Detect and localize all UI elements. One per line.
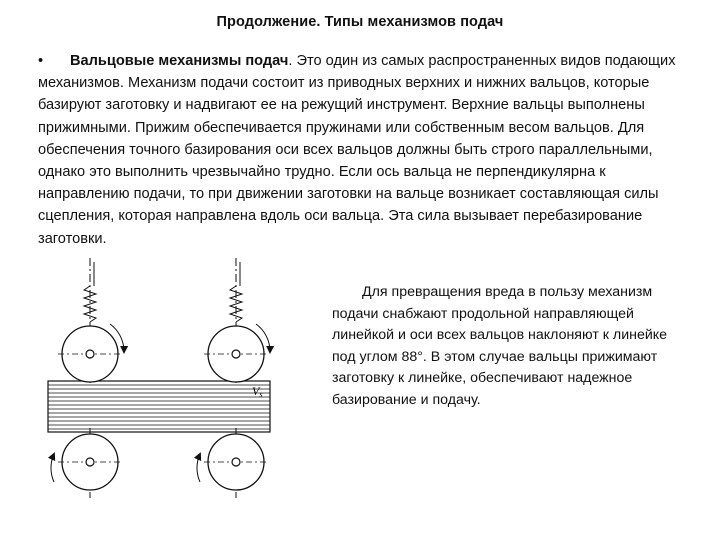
slide-title: Продолжение. Типы механизмов подач — [216, 14, 504, 30]
side-paragraph — [332, 282, 688, 412]
roller-feed-diagram — [40, 256, 290, 506]
rotation-arrow-icon — [197, 454, 200, 482]
side-body-text: Для превращения вреда в пользу механизм подачи снабжают продольной направляющей линейкой и оси всех вальцов наклоняют к линейке под углом 88°. В этом случае вальцы прижимают заготовку к линейке, обеспечивают надежное базирование и подачу. — [332, 284, 668, 408]
upper-roller-left — [58, 258, 124, 386]
rotation-arrow-icon — [51, 454, 54, 482]
bullet-marker: • — [38, 53, 44, 69]
main-paragraph — [38, 50, 684, 250]
lower-roller-left — [51, 428, 122, 498]
upper-roller-right — [204, 258, 270, 386]
lower-roller-right — [197, 428, 268, 498]
main-body-text: . Это один из самых распространенных видов подающих механизмов. Механизм подачи состоит из приводных верхних и нижних вальцов, которые базируют заготовку и надвигают ее на режущий инструмент. Верхние вальцы выполнены прижимными. Прижим обеспечивается пружинами или собственным весом вальцов. Для обеспечения точного базирования оси всех вальцов должны быть строго параллельными, однако это выполнить чрезвычайно трудно. Если ось вальца не перпендикулярна к направлению подачи, то при движении заготовки на вальце возникает составляющая силы сцепления, которая направлена вдоль оси вальца. Эта сила вызывает перебазирование заготовки. — [38, 53, 676, 247]
lead-term: Вальцовые механизмы подач — [70, 53, 289, 69]
workpiece-board — [48, 381, 270, 432]
velocity-label: Vs — [252, 384, 263, 399]
